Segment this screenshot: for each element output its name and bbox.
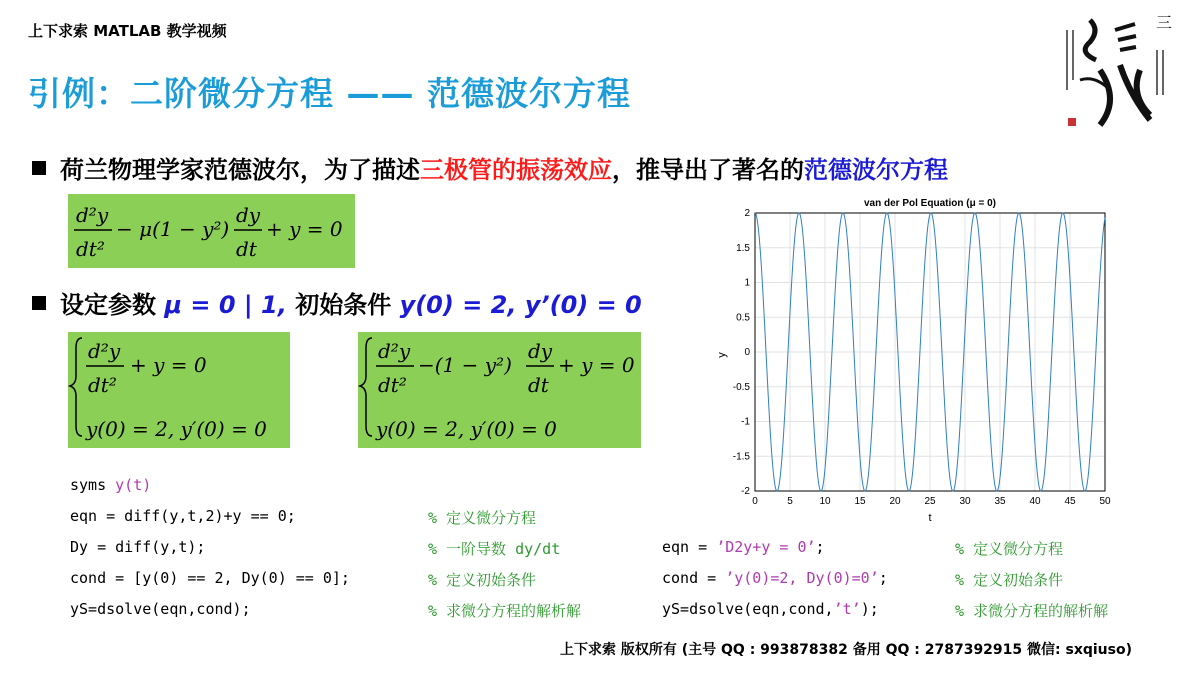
eq3-mid: −(1 − y²)	[418, 353, 512, 377]
equation-vdp-general	[68, 194, 355, 268]
bullet-params	[32, 285, 642, 320]
code-right-line-3	[662, 600, 879, 618]
chart-ytick-label: -0.5	[732, 381, 750, 393]
code-right-comment-3: % 求微分方程的解析解	[955, 602, 1109, 620]
bullet1-blue-highlight: 范德波尔方程	[804, 156, 948, 184]
chart-title: van der Pol Equation (μ = 0)	[864, 198, 996, 209]
bullet1-red-highlight: 三极管的振荡效应	[420, 156, 612, 184]
code-text: ;	[878, 569, 888, 587]
code-right-line-2	[662, 569, 888, 587]
vdp-chart	[715, 193, 1135, 527]
eq2-cond: y(0) = 2, y′(0) = 0	[86, 417, 267, 441]
page-title: 引例：二阶微分方程 —— 范德波尔方程	[28, 74, 631, 113]
code-line-3	[70, 538, 205, 556]
chart-xtick-label: 20	[889, 496, 901, 507]
code-text: yS=dsolve(eqn,cond,	[662, 600, 834, 618]
chart-xtick-label: 0	[752, 496, 758, 507]
code-line-1	[70, 476, 151, 494]
code-text: cond =	[662, 569, 726, 587]
eq3-num: d²y	[378, 339, 411, 363]
code-line-5	[70, 600, 251, 618]
eq1-rhs: + y = 0	[266, 217, 343, 241]
code-string: ’D2y+y = 0’	[716, 538, 816, 556]
bullet-intro	[32, 150, 948, 185]
chart-ytick-label: 2	[744, 208, 750, 219]
chart-xtick-label: 10	[819, 496, 831, 507]
bullet2-param: μ = 0 | 1,	[164, 291, 287, 319]
code-text: eqn = diff(y,t,2)+y == 0;	[70, 507, 296, 525]
chart-xtick-label: 30	[959, 496, 971, 507]
code-right-comment-1: % 定义微分方程	[955, 540, 1064, 558]
eq1-frac2-num: dy	[236, 203, 261, 227]
code-line-2	[70, 507, 296, 525]
bullet2-init: y(0) = 2, y’(0) = 0	[399, 291, 642, 319]
chart-xtick-label: 40	[1029, 496, 1041, 507]
code-comment-3: % 一阶导数 dy/dt	[428, 540, 561, 558]
code-comment-4: % 定义初始条件	[428, 571, 537, 589]
eq1-frac1-num: d²y	[76, 203, 109, 227]
eq2-num: d²y	[88, 339, 121, 363]
eq3-cond: y(0) = 2, y′(0) = 0	[376, 417, 557, 441]
chart-xlabel: t	[928, 512, 932, 523]
chart-xtick-label: 50	[1099, 496, 1111, 507]
equation-system-mu0	[68, 332, 290, 448]
chart-ytick-label: -1	[741, 416, 750, 428]
code-text: eqn =	[662, 538, 717, 556]
eq1-frac2-den: dt	[236, 237, 257, 261]
equation-system-mu1	[358, 332, 641, 448]
calligraphy-seal-icon	[1060, 10, 1180, 130]
code-comment-2: % 定义微分方程	[428, 509, 537, 527]
eq2-rest: + y = 0	[130, 353, 207, 377]
code-text: );	[860, 600, 879, 618]
code-text: yS=dsolve(eqn,cond);	[70, 600, 251, 618]
chart-ytick-label: -1.5	[732, 451, 750, 463]
chart-ytick-label: 0.5	[736, 312, 750, 324]
code-right-line-1	[662, 538, 825, 556]
bullet-square-icon	[32, 296, 46, 310]
code-string: ’y(0)=2, Dy(0)=0’	[725, 569, 879, 587]
chart-ytick-label: 1	[744, 277, 750, 289]
bullet2-text2: 初始条件	[286, 291, 400, 319]
bullet1-text: 荷兰物理学家范德波尔，为了描述	[60, 156, 420, 184]
chart-ylabel: y	[716, 352, 728, 358]
code-line-4	[70, 569, 350, 587]
eq2-den: dt²	[88, 373, 117, 397]
chart-xtick-label: 45	[1064, 496, 1076, 507]
svg-text:三: 三	[1156, 13, 1173, 32]
code-comment-5: % 求微分方程的解析解	[428, 602, 582, 620]
eq3-frac2-den: dt	[528, 373, 549, 397]
chart-xtick-label: 35	[994, 496, 1006, 507]
eq3-den: dt²	[378, 373, 407, 397]
bullet2-text: 设定参数	[60, 291, 165, 319]
code-text: cond = [y(0) == 2, Dy(0) == 0];	[70, 569, 350, 587]
chart-xtick-label: 25	[924, 496, 936, 507]
eq1-frac1-den: dt²	[76, 237, 105, 261]
footer-copyright: 上下求索 版权所有 (主号 QQ : 993878382 备用 QQ : 2787392915 微信: sxqiuso)	[560, 642, 1132, 658]
code-string: ’t’	[833, 600, 861, 618]
code-text: Dy = diff(y,t);	[70, 538, 206, 556]
code-text: ;	[815, 538, 825, 556]
chart-xtick-label: 5	[787, 496, 793, 507]
header-text: 上下求索 MATLAB 教学视频	[28, 22, 227, 40]
code-text: syms	[70, 476, 116, 494]
code-right-comment-2: % 定义初始条件	[955, 571, 1064, 589]
code-text-sym: y(t)	[115, 476, 152, 494]
bullet-square-icon	[32, 161, 46, 175]
chart-ytick-label: -2	[741, 486, 750, 497]
eq3-rest: + y = 0	[558, 353, 635, 377]
bullet1-text2: ，推导出了著名的	[612, 156, 804, 184]
chart-xtick-label: 15	[854, 496, 866, 507]
eq3-frac2-num: dy	[528, 339, 553, 363]
chart-ytick-label: 0	[744, 347, 750, 358]
chart-ytick-label: 1.5	[736, 242, 750, 254]
eq1-mid: − μ(1 − y²)	[116, 217, 230, 241]
